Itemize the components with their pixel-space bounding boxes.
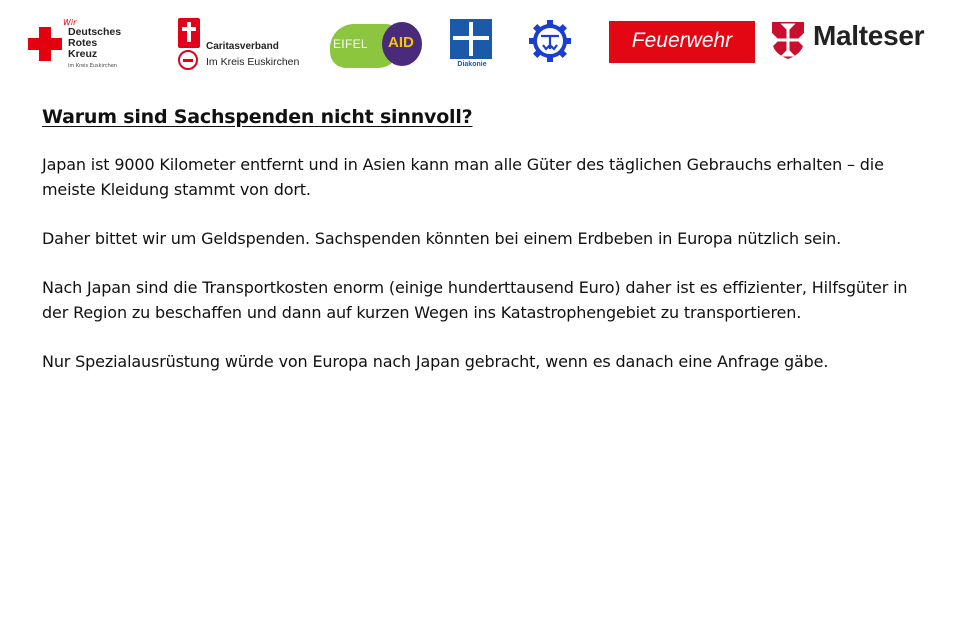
caritas-circle-icon xyxy=(178,50,198,70)
feuerwehr-label: Feuerwehr xyxy=(631,29,733,52)
red-cross-icon xyxy=(28,27,62,61)
caritas-subtitle: Im Kreis Euskirchen xyxy=(206,56,300,68)
drk-name xyxy=(68,27,121,60)
paragraph: Nur Spezialausrüstung würde von Europa nach Japan gebracht, wenn es danach eine Anfrage gäbe. xyxy=(42,352,829,371)
thw-gear-icon xyxy=(528,19,572,63)
drk-name-line: Rotes xyxy=(68,37,98,49)
partner-logo-bar xyxy=(0,0,960,80)
caritas-title: Caritasverband xyxy=(206,41,279,52)
feuerwehr-logo xyxy=(609,21,755,63)
drk-subtitle: im Kreis Euskirchen xyxy=(68,63,118,69)
paragraph: Daher bittet wir um Geldspenden. Sachspenden könnten bei einem Erdbeben in Europa nützlich sein. xyxy=(42,229,842,248)
eifel-aid-logo xyxy=(330,22,422,70)
caritas-cross-icon xyxy=(178,18,200,48)
malteser-logo xyxy=(770,18,932,62)
drk-name-line: Deutsches xyxy=(68,26,122,38)
aid-label: AID xyxy=(388,34,414,51)
diakonie-logo xyxy=(450,19,494,73)
drk-name-line: Kreuz xyxy=(68,48,98,60)
malteser-shield-icon xyxy=(770,20,806,60)
eifel-label: EIFEL xyxy=(333,37,368,51)
caritas-logo xyxy=(176,18,316,74)
paragraph: Nach Japan sind die Transportkosten enorm (einige hunderttausend Euro) daher ist es effizienter, Hilfsgüter in der Region zu beschaffen und dann auf kurzen Wegen ins Katastrophengebiet zu transportieren. xyxy=(42,278,908,322)
paragraph: Japan ist 9000 Kilometer entfernt und in Asien kann man alle Güter des täglichen Gebrauchs erhalten – die meiste Kleidung stammt von dort. xyxy=(42,155,884,199)
thw-logo xyxy=(528,19,572,63)
diakonie-label: Diakonie xyxy=(457,61,487,68)
page-heading: Warum sind Sachspenden nicht sinnvoll? xyxy=(42,106,473,128)
drk-signature: Wir xyxy=(63,18,77,27)
diakonie-cross-icon xyxy=(450,19,492,59)
malteser-label: Malteser xyxy=(813,20,925,51)
article-content xyxy=(42,106,922,398)
drk-logo xyxy=(26,18,138,74)
